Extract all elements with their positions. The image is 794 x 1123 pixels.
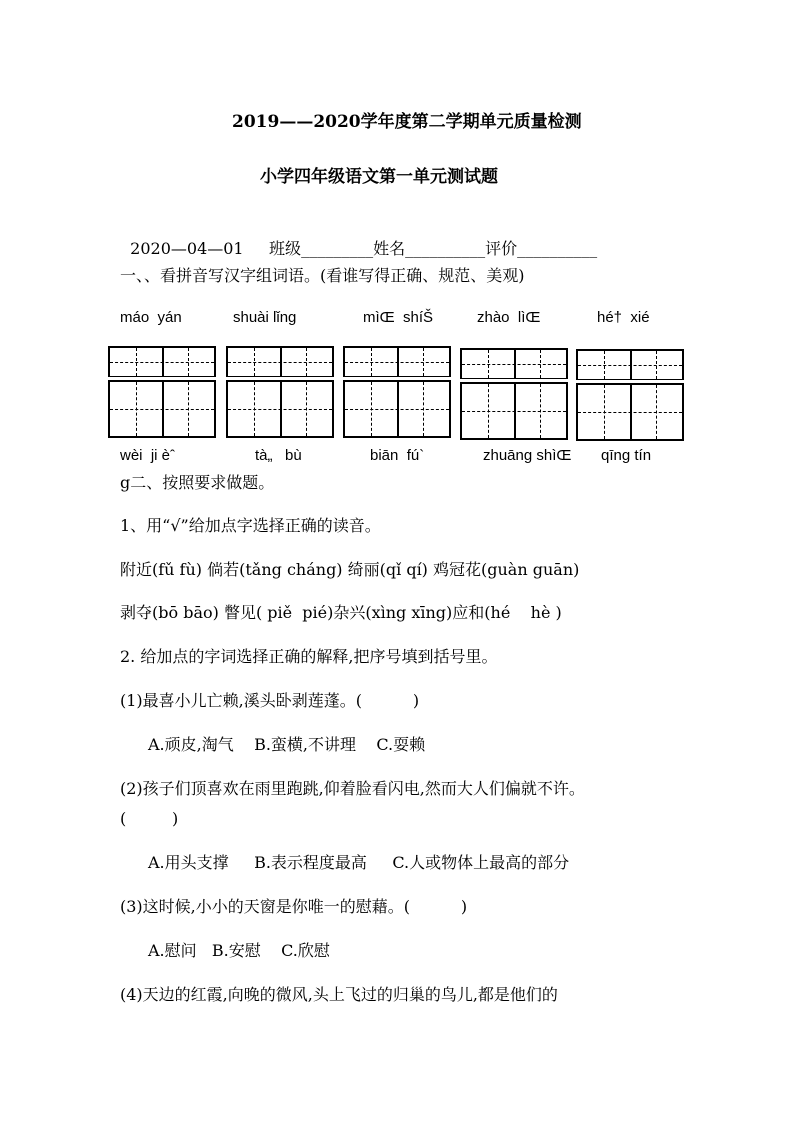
question-2-2: (2)孩子们顶喜欢在雨里跑跳,仰着脸看闪电,然而大人们偏就不许。 (120, 779, 585, 798)
question-2-2-options: A.用头支撑 B.表示程度最高 C.人或物体上最高的部分 (148, 853, 570, 872)
question-2-1: (1)最喜小儿亡赖,溪头卧剥莲蓬。( ) (120, 691, 420, 710)
section2-heading: g二、按照要求做题。 (120, 473, 275, 492)
section1-heading: 一、、看拼音写汉字组词语。(看谁写得正确、规范、美观) (120, 266, 525, 285)
question-2: 2. 给加点的字词选择正确的解释,把序号填到括号里。 (120, 647, 498, 666)
eval-field[interactable]: __________ (517, 239, 598, 258)
class-label: 班级 (269, 239, 302, 258)
pinyin-top-4: zhào lìŒ (477, 309, 541, 326)
name-label: 姓名 (373, 239, 406, 258)
pinyin-bottom-4: zhuāng shìŒ (483, 447, 572, 464)
exam-date: 2020—04—01 (130, 239, 244, 258)
question-1: 1、用“√”给加点字选择正确的读音。 (120, 516, 381, 535)
pinyin-bottom-3: biān fú` (370, 447, 425, 464)
exam-subtitle: 小学四年级语文第一单元测试题 (260, 167, 498, 187)
pinyin-top-3: mìŒ shíŠ (363, 309, 434, 326)
pinyin-bottom-1: wèi ji èˆ (120, 447, 176, 464)
class-field[interactable]: _________ (301, 239, 374, 258)
writing-box-2[interactable] (226, 346, 334, 436)
pinyin-top-5: hé† xié (597, 309, 650, 326)
name-field[interactable]: __________ (405, 239, 486, 258)
exam-title: 2019——2020学年度第二学期单元质量检测 (232, 112, 582, 132)
writing-box-4[interactable] (460, 348, 568, 438)
pinyin-bottom-5: qīng tín (601, 447, 652, 464)
writing-box-3[interactable] (343, 346, 451, 436)
pinyin-top-2: shuài lǐng (233, 309, 297, 326)
question-2-1-options: A.顽皮,淘气 B.蛮横,不讲理 C.耍赖 (148, 735, 426, 754)
question-2-4: (4)天边的红霞,向晚的微风,头上飞过的归巢的鸟儿,都是他们的 (120, 985, 558, 1004)
writing-box-1[interactable] (108, 346, 216, 436)
question-2-3-options: A.慰问 B.安慰 C.欣慰 (148, 941, 330, 960)
info-line (120, 219, 597, 259)
question-1-line2: 剥夺(bō bāo) 瞥见( piě pié)杂兴(xìng xīng)应和(hé hè ) (120, 603, 562, 622)
question-2-2-paren: ( ) (120, 809, 179, 828)
pinyin-bottom-2: tà„ bù (255, 447, 302, 464)
question-2-3: (3)这时候,小小的天窗是你唯一的慰藉。( ) (120, 897, 468, 916)
writing-box-5[interactable] (576, 349, 684, 439)
eval-label: 评价 (485, 239, 518, 258)
pinyin-top-1: máo yán (120, 309, 182, 326)
question-1-line1: 附近(fǔ fù) 倘若(tǎng cháng) 绮丽(qǐ qí) 鸡冠花(guàn guān) (120, 560, 580, 579)
